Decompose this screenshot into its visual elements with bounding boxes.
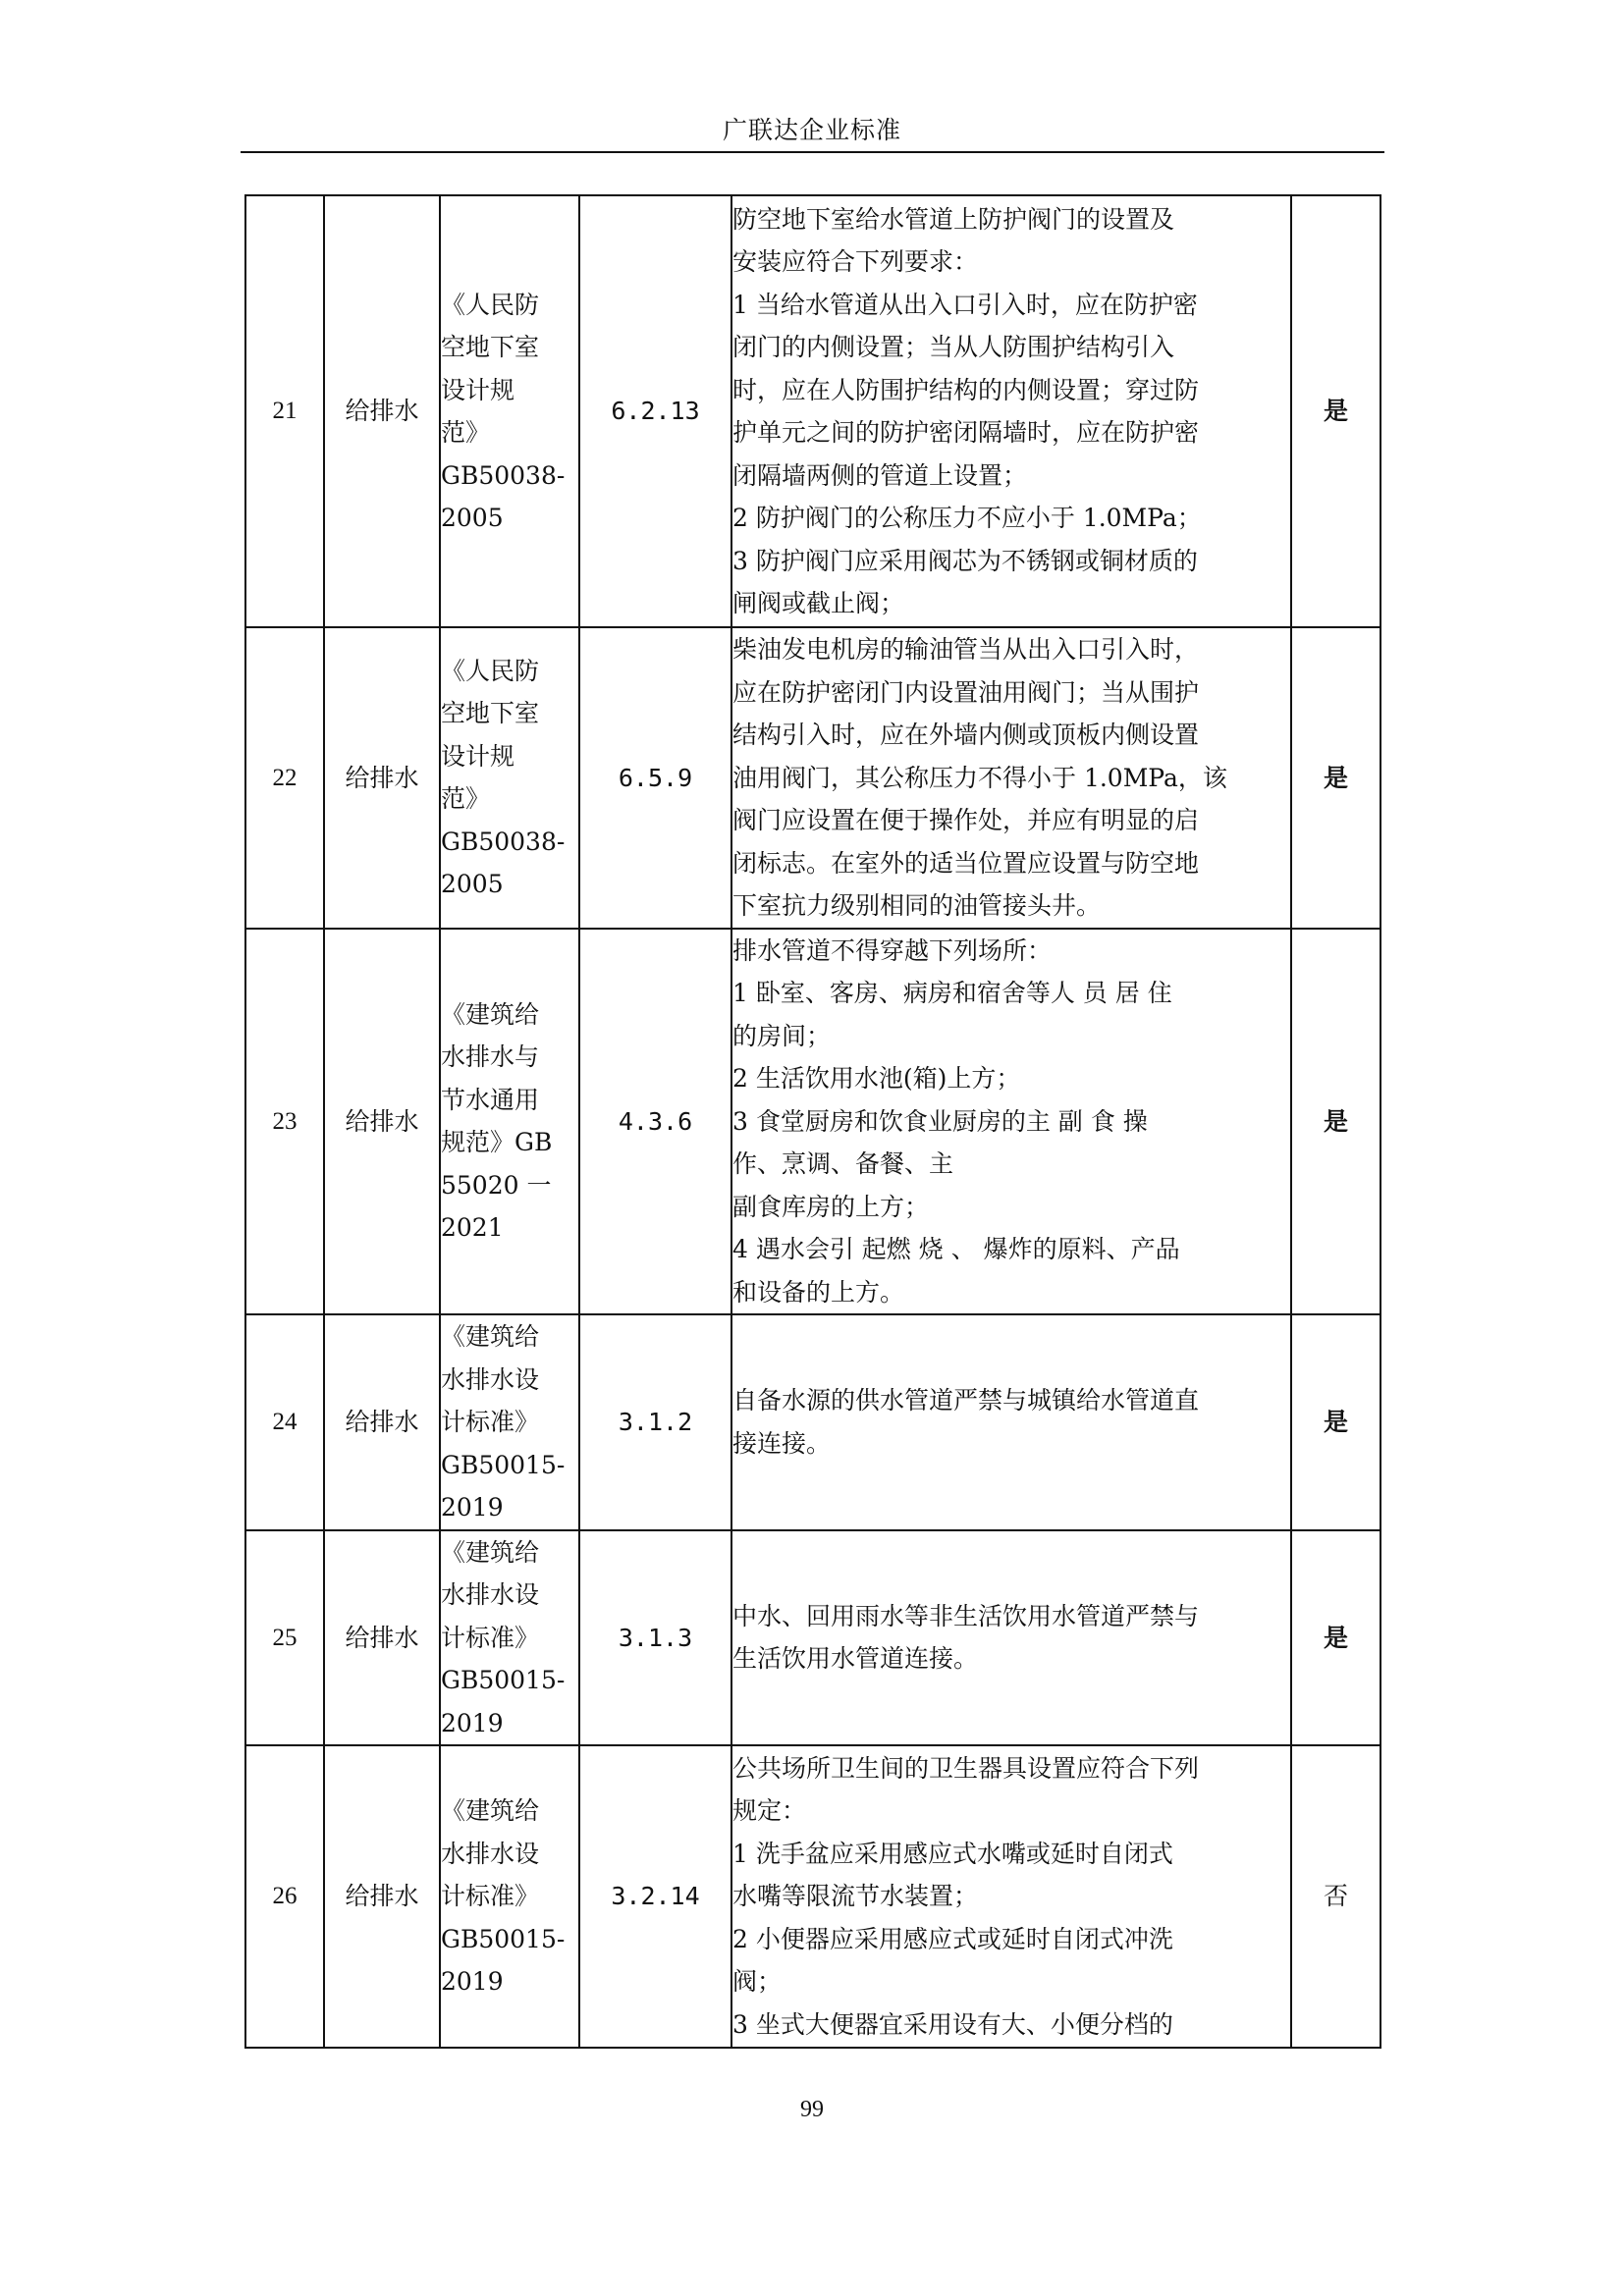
standard-reference-line: 范》 [441,418,491,447]
standard-reference-line: GB50015- [441,1924,566,1953]
category-cell: 给排水 [324,1314,440,1530]
provision-content-cell [731,1530,1291,1746]
provision-content-line: 1 当给水管道从出入口引入时，应在防护密 [732,290,1198,319]
table-row [245,627,1380,929]
table-row [245,1314,1380,1530]
standard-reference-line: 范》 [441,784,491,814]
provision-content-line: 闭标志。在室外的适当位置应设置与防空地 [732,848,1200,878]
standard-reference-line: 2019 [441,1967,504,1997]
provision-content-cell [731,195,1291,627]
standard-reference-cell [440,1745,579,2048]
standard-reference-line: 2019 [441,1708,504,1737]
provision-content-line: 防空地下室给水管道上防护阀门的设置及 [732,204,1175,234]
mandatory-flag-cell: 是 [1291,1530,1380,1746]
standard-reference-line: 《建筑给 [441,999,540,1029]
provision-content-line: 柴油发电机房的输油管当从出入口引入时， [732,635,1200,664]
standard-reference-line: 55020 一 [441,1170,552,1200]
provision-content-line: 应在防护密闭门内设置油用阀门；当从围护 [732,677,1200,707]
provision-content-line: 4 遇水会引 起燃 烧 、 爆炸的原料、产品 [732,1235,1180,1263]
row-number-cell: 24 [245,1314,324,1530]
standard-reference-line: GB50015- [441,1450,566,1479]
standard-reference-line: 水排水设 [441,1839,540,1868]
standard-reference-line: GB50015- [441,1666,566,1694]
category-cell: 给排水 [324,1745,440,2048]
standard-reference-line: 计标准》 [441,1408,540,1436]
provision-content-line: 副食库房的上方； [732,1192,930,1221]
provision-content-line: 安装应符合下列要求： [732,247,979,276]
standard-reference-line: 设计规 [441,741,515,771]
mandatory-flag-cell: 是 [1291,195,1380,627]
provision-content-line: 1 洗手盆应采用感应式水嘴或延时自闭式 [732,1839,1173,1868]
provision-content-line: 接连接。 [732,1428,832,1458]
provision-content-cell [731,1745,1291,2048]
provision-content-line: 阀； [732,1967,783,1997]
provision-content-line: 自备水源的供水管道严禁与城镇给水管道直 [732,1386,1200,1415]
provision-content-line: 闭门的内侧设置；当从人防围护结构引入 [732,333,1175,361]
provision-content-line: 2 小便器应采用感应式或延时自闭式冲洗 [732,1924,1173,1953]
standard-reference-line: 《人民防 [441,656,540,685]
provision-content-cell [731,627,1291,929]
table-row [245,1530,1380,1746]
standard-reference-line: 设计规 [441,375,515,404]
standard-reference-line: 水排水与 [441,1042,540,1072]
standard-reference-line: GB50038- [441,827,566,856]
page-number: 99 [800,2097,824,2122]
standard-reference-line: 水排水设 [441,1364,540,1394]
provision-content-line: 下室抗力级别相同的油管接头井。 [732,891,1102,920]
provision-content-line: 生活饮用水管道连接。 [732,1644,979,1674]
category-cell: 给排水 [324,1530,440,1746]
provision-content-line: 的房间； [732,1021,832,1050]
standards-table [244,194,1381,2049]
provision-content-line: 闭隔墙两侧的管道上设置； [732,460,1028,490]
table-row [245,195,1380,627]
standard-reference-line: 2021 [441,1213,504,1243]
standard-reference-line: 计标准》 [441,1882,540,1911]
table-row [245,1745,1380,2048]
row-number-cell: 23 [245,929,324,1315]
table-row [245,929,1380,1315]
provision-content-line: 2 生活饮用水池(箱)上方； [732,1064,1021,1093]
clause-number-cell: 3.1.2 [579,1314,731,1530]
standard-reference-line: 2005 [441,870,504,899]
provision-content-line: 3 坐式大便器宜采用设有大、小便分档的 [732,2009,1173,2039]
provision-content-line: 1 卧室、客房、病房和宿舍等人 员 居 住 [732,979,1172,1007]
standard-reference-line: 空地下室 [441,699,540,728]
standard-reference-line: 节水通用 [441,1085,540,1114]
category-cell: 给排水 [324,195,440,627]
mandatory-flag-cell: 是 [1291,627,1380,929]
row-number-cell: 26 [245,1745,324,2048]
provision-content-line: 护单元之间的防护密闭隔墙时，应在防护密 [732,418,1200,447]
standard-reference-line: GB50038- [441,460,566,490]
provision-content-line: 油用阀门，其公称压力不得小于 1.0MPa，该 [732,763,1227,792]
provision-content-line: 公共场所卫生间的卫生器具设置应符合下列 [732,1753,1200,1783]
provision-content-cell [731,929,1291,1315]
document-header-title: 广联达企业标准 [722,116,901,144]
clause-number-cell: 3.1.3 [579,1530,731,1746]
standard-reference-line: 空地下室 [441,333,540,361]
category-cell: 给排水 [324,627,440,929]
row-number-cell: 21 [245,195,324,627]
clause-number-cell: 3.2.14 [579,1745,731,2048]
category-cell: 给排水 [324,929,440,1315]
clause-number-cell: 6.2.13 [579,195,731,627]
standard-reference-line: 2019 [441,1493,504,1522]
standard-reference-cell [440,929,579,1315]
standard-reference-line: 计标准》 [441,1623,540,1652]
provision-content-line: 规定： [732,1796,807,1826]
standard-reference-line: 2005 [441,504,504,532]
standard-reference-cell [440,1530,579,1746]
clause-number-cell: 6.5.9 [579,627,731,929]
header-divider [241,151,1384,153]
provision-content-line: 作、烹调、备餐、主 [732,1149,954,1178]
provision-content-line: 3 防护阀门应采用阀芯为不锈钢或铜材质的 [732,546,1198,575]
provision-content-cell [731,1314,1291,1530]
provision-content-line: 闸阀或截止阀； [732,589,905,617]
provision-content-line: 排水管道不得穿越下列场所： [732,935,1053,965]
provision-content-line: 时，应在人防围护结构的内侧设置；穿过防 [732,375,1200,404]
clause-number-cell: 4.3.6 [579,929,731,1315]
provision-content-line: 中水、回用雨水等非生活饮用水管道严禁与 [732,1601,1200,1630]
standard-reference-line: 水排水设 [441,1580,540,1609]
standard-reference-cell [440,195,579,627]
standard-reference-line: 规范》GB [441,1128,553,1157]
mandatory-flag-cell: 是 [1291,929,1380,1315]
provision-content-line: 阀门应设置在便于操作处，并应有明显的启 [732,806,1200,834]
row-number-cell: 25 [245,1530,324,1746]
standard-reference-cell [440,1314,579,1530]
standard-reference-line: 《建筑给 [441,1322,540,1351]
mandatory-flag-cell: 否 [1291,1745,1380,2048]
standard-reference-line: 《建筑给 [441,1537,540,1567]
provision-content-line: 和设备的上方。 [732,1277,905,1307]
standard-reference-cell [440,627,579,929]
provision-content-line: 3 食堂厨房和饮食业厨房的主 副 食 操 [732,1106,1148,1136]
provision-content-line: 2 防护阀门的公称压力不应小于 1.0MPa； [732,504,1202,532]
provision-content-line: 水嘴等限流节水装置； [732,1882,979,1911]
standard-reference-line: 《建筑给 [441,1796,540,1826]
provision-content-line: 结构引入时，应在外墙内侧或顶板内侧设置 [732,721,1200,749]
mandatory-flag-cell: 是 [1291,1314,1380,1530]
standard-reference-line: 《人民防 [441,290,540,319]
row-number-cell: 22 [245,627,324,929]
